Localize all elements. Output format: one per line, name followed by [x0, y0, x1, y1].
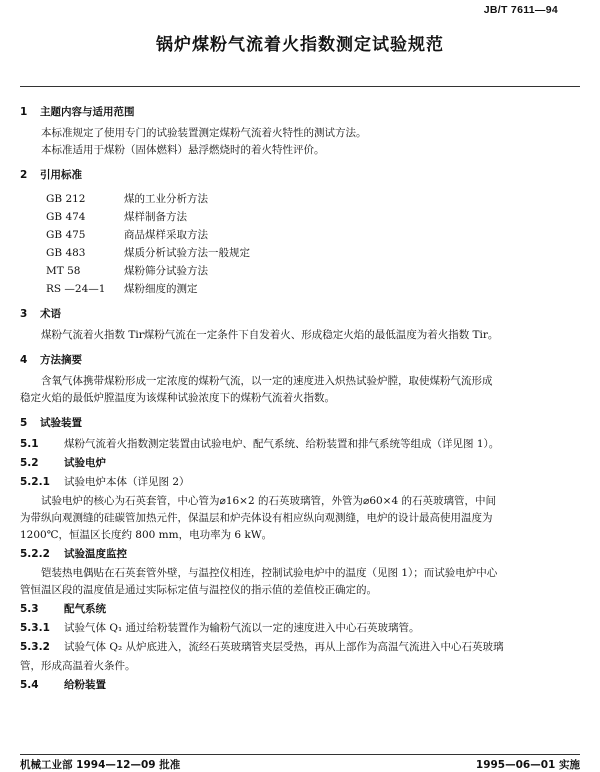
reference-item: GB 212 煤的工业分析方法 — [46, 192, 208, 205]
clause-5-4: 5.4 给粉装置 — [20, 679, 106, 691]
clause-5-2-2: 5.2.2 试验温度监控 — [20, 548, 127, 560]
reference-item: GB 483 煤质分析试验方法一般规定 — [46, 246, 250, 259]
section-4-heading: 4 方法摘要 — [20, 354, 82, 366]
clause-5-2-1: 5.2.1 试验电炉本体（详见图 2） — [20, 476, 190, 488]
page-footer — [20, 754, 580, 772]
header-divider — [20, 86, 580, 87]
clause-5-2: 5.2 试验电炉 — [20, 457, 106, 469]
page-title: 锅炉煤粉气流着火指数测定试验规范 — [156, 35, 444, 55]
clause-5-3: 5.3 配气系统 — [20, 603, 106, 615]
implementation-date: 1995—06—01 实施 — [475, 759, 580, 771]
section-4-paragraph-line-1: 含氧气体携带煤粉形成一定浓度的煤粉气流，以一定的速度进入炽热试验炉膛，取使煤粉气流形成 — [41, 375, 493, 387]
clause-5-2-1-line-3: 1200℃，恒温区长度约 800 mm，电功率为 6 kW。 — [20, 529, 273, 541]
clause-5-3-1: 5.3.1 试验气体 Q₁ 通过给粉装置作为输粉气流以一定的速度进入中心石英玻璃管。 — [20, 622, 420, 634]
section-4-paragraph-line-2: 稳定火焰的最低炉膛温度为该煤种试验浓度下的煤粉气流着火指数。 — [20, 392, 335, 404]
clause-5-2-2-line-2: 管恒温区段的温度值是通过实际标定值与温控仪的指示值的差值校正确定的。 — [20, 584, 377, 596]
clause-5-3-2-continuation: 管，形成高温着火条件。 — [20, 660, 136, 672]
section-3-paragraph: 煤粉气流着火指数 Tir煤粉气流在一定条件下自发着火、形成稳定火焰的最低温度为着火指数 Tir。 — [41, 329, 499, 341]
approval-date: 机械工业部 1994—12—09 批准 — [20, 759, 181, 771]
section-1-heading: 1 主题内容与适用范围 — [20, 106, 135, 118]
clause-5-2-1-line-2: 为带纵向观测缝的硅碳管加热元件，保温层和炉壳体设有相应纵向观测缝，电炉的设计最高使用温度为 — [20, 512, 493, 524]
clause-5-1: 5.1 煤粉气流着火指数测定装置由试验电炉、配气系统、给粉装置和排气系统等组成（详见图 1）。 — [20, 438, 500, 450]
reference-list — [46, 190, 580, 298]
reference-item: MT 58 煤粉筛分试验方法 — [46, 264, 208, 277]
section-1-paragraph-1: 本标准规定了使用专门的试验装置测定煤粉气流着火特性的测试方法。 — [41, 127, 367, 139]
section-1-paragraph-2: 本标准适用于煤粉（固体燃料）悬浮燃烧时的着火特性评价。 — [41, 144, 325, 156]
reference-item: GB 475 商品煤样采取方法 — [46, 228, 208, 241]
section-5-heading: 5 试验装置 — [20, 417, 82, 429]
document-code: JB/T 7611—94 — [483, 4, 558, 16]
reference-item: RS —24—1 煤粉细度的测定 — [46, 282, 198, 295]
reference-item: GB 474 煤样制备方法 — [46, 210, 187, 223]
document-body — [20, 96, 580, 696]
clause-5-2-2-line-1: 铠装热电偶贴在石英套管外壁，与温控仪相连，控制试验电炉中的温度（见图 1）；而试验电炉中心 — [41, 567, 498, 579]
section-2-heading: 2 引用标准 — [20, 169, 82, 181]
clause-5-2-1-line-1: 试验电炉的核心为石英套管，中心管为⌀16×2 的石英玻璃管，外管为⌀60×4 的石英玻璃管，中间 — [41, 495, 496, 507]
section-3-heading: 3 术语 — [20, 308, 61, 320]
clause-5-3-2: 5.3.2 试验气体 Q₂ 从炉底进入，流经石英玻璃管夹层受热，再从上部作为高温气流进入中心石英玻璃 — [20, 641, 504, 653]
